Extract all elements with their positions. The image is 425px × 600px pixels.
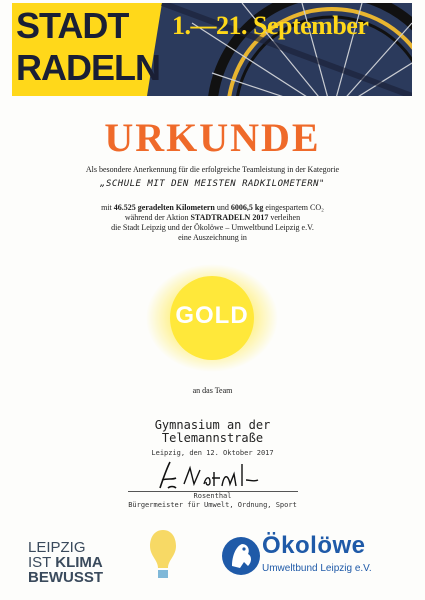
award-level: GOLD (175, 302, 249, 329)
logo-left-line1: LEIPZIG (28, 539, 86, 556)
banner-dates: 1.—21. September (172, 11, 369, 40)
leipzig-klima-logo (28, 528, 188, 588)
team-name-line2: Telemannstraße (161, 431, 264, 445)
action-prefix: während der Aktion (124, 213, 191, 222)
action-suffix: verleihen (268, 213, 301, 222)
handwritten-signature (150, 458, 270, 494)
signer-name: Rosenthal (193, 492, 232, 500)
co2-value: 6006,5 kg (230, 203, 264, 212)
gold-seal (145, 264, 279, 374)
category-text: „SCHULE MIT DEN MEISTEN RADKILOMETERN" (100, 179, 325, 189)
okolowe-subtitle: Umweltbund Leipzig e.V. (262, 563, 372, 574)
intro-text: Als besondere Anerkennung für die erfolgreiche Teamleistung in der Kategorie (85, 165, 340, 174)
issuers-line: die Stadt Leipzig und der Ökolöwe – Umweltbund Leipzig e.V. (111, 223, 314, 232)
place-date: Leipzig, den 12. Oktober 2017 (151, 449, 274, 457)
team-name-line1: Gymnasium an der (154, 418, 271, 432)
logo-left-line2 (28, 555, 103, 570)
action-name: STADTRADELN 2017 (190, 213, 269, 222)
lion-emblem-icon (222, 532, 260, 580)
logo-left-line3: BEWUSST (28, 569, 103, 586)
stats-prefix: mit (101, 203, 114, 212)
banner-radeln-text: RADELN (16, 47, 160, 88)
okolowe-logo (222, 530, 412, 590)
logo-left-klima: KLIMA (55, 554, 103, 571)
logo-left-ist: IST (28, 554, 56, 571)
signer-title: Bürgermeister für Umwelt, Ordnung, Sport (128, 501, 297, 509)
stats-line (0, 203, 425, 213)
stadtradeln-banner (12, 3, 412, 96)
lightbulb-icon (148, 526, 178, 586)
stats-suffix: eingespartem CO₂ (263, 203, 324, 212)
stats-and: und (214, 203, 231, 212)
banner-stadt-text: STADT (16, 5, 129, 46)
km-value: 46.525 geradelten Kilometern (113, 203, 215, 212)
award-intro-line: eine Auszeichnung in (178, 233, 247, 242)
action-line (0, 213, 425, 223)
certificate-title: URKUNDE (104, 115, 321, 160)
okolowe-title: Ökolöwe (262, 532, 366, 559)
to-team-line: an das Team (192, 386, 233, 395)
